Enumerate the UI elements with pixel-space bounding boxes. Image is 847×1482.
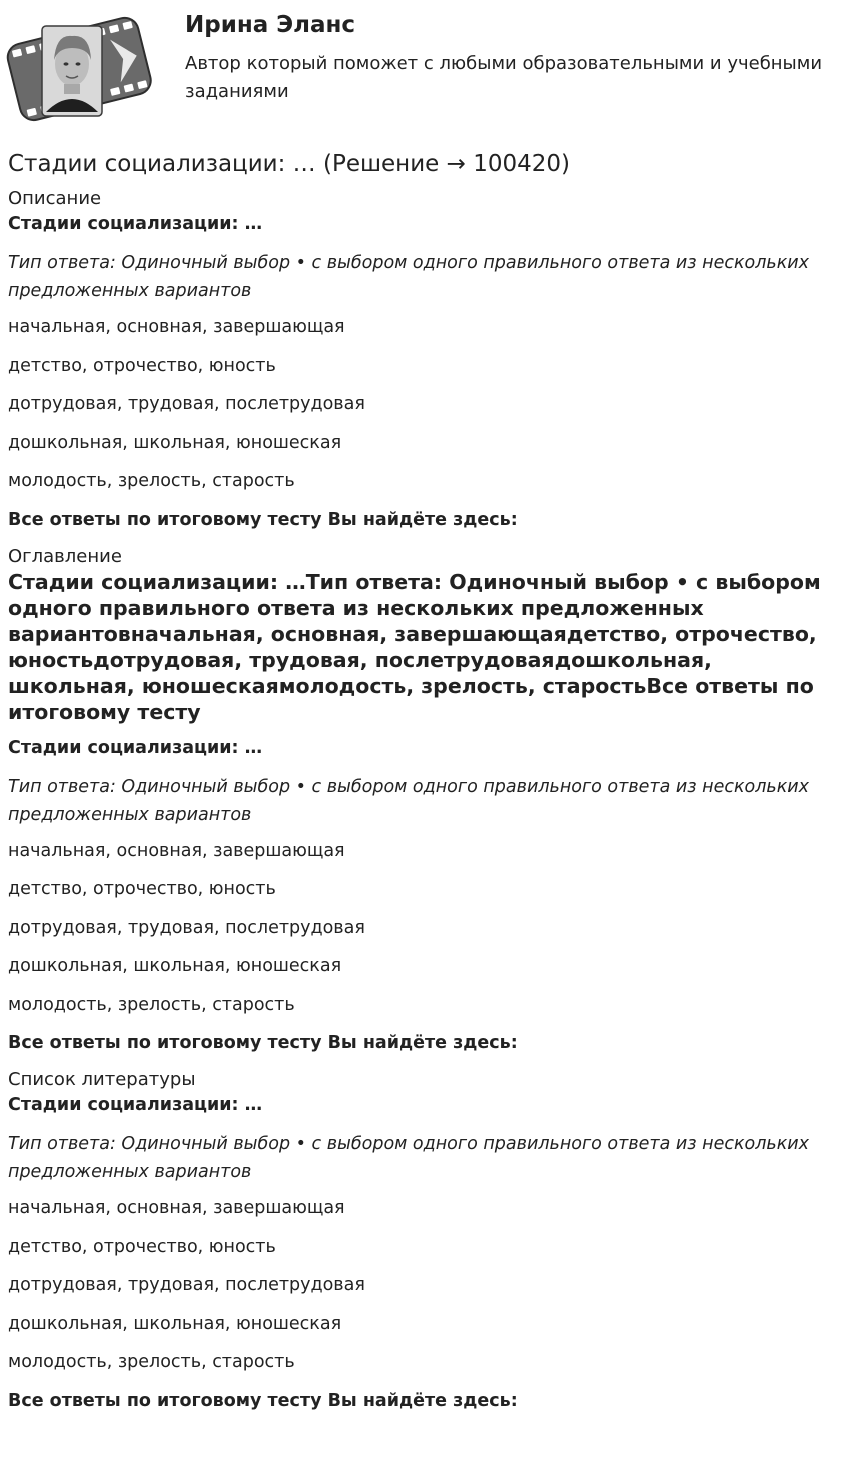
toc-heading: Стадии социализации: …Тип ответа: Одиночный выбор • с выбором одного правильного ответа из нескольких предложенных вариантовначальная, основная, завершающаядетство, отрочество, юностьдотрудовая, трудовая, послетрудоваядошкольная, школьная, юношескаямолодость, зрелость, старостьВсе ответы по итоговому тесту — [8, 569, 821, 724]
author-description: Автор который поможет с любыми образовательными и учебными заданиями — [185, 53, 823, 102]
question-title: Стадии социализации: … — [8, 1095, 263, 1115]
answer-option: молодость, зрелость, старость — [8, 471, 295, 491]
answer-option: дошкольная, школьная, юношеская — [8, 956, 342, 976]
answer-type: Тип ответа: Одиночный выбор • с выбором одного правильного ответа из нескольких предложенных вариантов — [8, 1134, 810, 1182]
answer-option: начальная, основная, завершающая — [8, 1198, 345, 1218]
answer-option: дотрудовая, трудовая, послетрудовая — [8, 917, 365, 938]
references-section — [8, 1068, 838, 1414]
page-title: Стадии социализации: … (Решение → 100420) — [8, 151, 570, 177]
description-section — [8, 187, 838, 533]
all-answers-note: Все ответы по итоговому тесту Вы найдёте здесь: — [8, 1390, 518, 1411]
answer-option: молодость, зрелость, старость — [8, 994, 295, 1015]
question-title: Стадии социализации: … — [8, 214, 263, 234]
author-avatar — [6, 8, 152, 128]
answer-option: дошкольная, школьная, юношеская — [8, 432, 342, 453]
answer-option: молодость, зрелость, старость — [8, 1352, 295, 1372]
answer-option: дотрудовая, трудовая, послетрудовая — [8, 394, 365, 414]
all-answers-note: Все ответы по итоговому тесту Вы найдёте здесь: — [8, 509, 518, 530]
section-heading-references: Список литературы — [8, 1069, 196, 1090]
author-card — [0, 0, 847, 135]
answer-option: начальная, основная, завершающая — [8, 317, 345, 337]
question-title: Стадии социализации: … — [8, 737, 263, 758]
answer-option: дошкольная, школьная, юношеская — [8, 1313, 342, 1334]
answer-option: дотрудовая, трудовая, послетрудовая — [8, 1275, 365, 1295]
answer-type: Тип ответа: Одиночный выбор • с выбором одного правильного ответа из нескольких предложенных вариантов — [8, 776, 810, 825]
answer-type: Тип ответа: Одиночный выбор • с выбором одного правильного ответа из нескольких предложенных вариантов — [8, 253, 810, 301]
answer-option: детство, отрочество, юность — [8, 879, 276, 899]
section-heading-description: Описание — [8, 188, 102, 209]
section-heading-toc: Оглавление — [8, 545, 122, 567]
all-answers-note: Все ответы по итоговому тесту Вы найдёте здесь: — [8, 1033, 518, 1053]
answer-option: начальная, основная, завершающая — [8, 840, 345, 861]
author-name: Ирина Эланс — [185, 12, 356, 38]
answer-option: детство, отрочество, юность — [8, 1236, 276, 1257]
article — [8, 147, 838, 1426]
toc-section — [8, 545, 838, 1057]
answer-option: детство, отрочество, юность — [8, 355, 276, 376]
